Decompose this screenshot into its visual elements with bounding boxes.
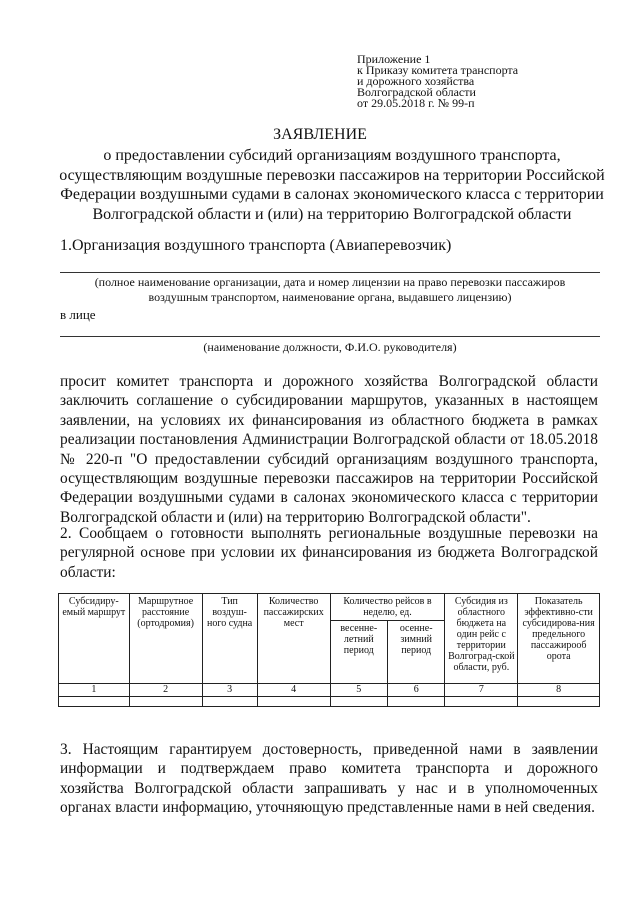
- organization-name-line: [60, 272, 600, 273]
- appendix-line: Приложение 1: [357, 52, 431, 66]
- table-cell: [445, 697, 518, 707]
- paragraph-line: заявлении, на условиях их финансирования из областного бюджета в рамках: [60, 411, 598, 429]
- table-cell: [330, 697, 387, 707]
- document-title: ЗАЯВЛЕНИЕ: [273, 126, 367, 143]
- header-autumn-winter: осенне-зимний период: [387, 621, 444, 684]
- table-cell: [518, 697, 600, 707]
- appendix-line: и дорожного хозяйства: [357, 74, 475, 88]
- section1-heading: 1.Организация воздушного транспорта (Авиаперевозчик): [60, 237, 452, 254]
- column-number: 5: [330, 684, 387, 697]
- header-aircraft-type: Тип воздуш-ного судна: [202, 594, 257, 684]
- column-number: 4: [257, 684, 330, 697]
- document-subtitle: о предоставлении субсидий организациям воздушного транспорта, осуществляющим воздушные перевозки пассажиров на территории Российской Федерации воздушными судами в салонах экономического класса с территории Волгоградской области и (или) на территорию Волгоградской области: [59, 147, 605, 223]
- organization-note-line: (полное наименование организации, дата и номер лицензии на право перевозки пассажиров: [94, 275, 566, 289]
- paragraph-line: № 220-п "О предоставлении субсидий организациям воздушного транспорта,: [60, 450, 598, 468]
- paragraph-line: заключить соглашение о субсидировании маршрутов, указанных в настоящем: [60, 392, 598, 410]
- paragraph-line: 3. Настоящим гарантируем достоверность, приведенной нами в заявлении: [60, 741, 598, 758]
- column-number: 7: [445, 684, 518, 697]
- in-face-label: в лице: [60, 307, 96, 322]
- paragraph-line: 2. Сообщаем о готовности выполнять региональные воздушные перевозки на: [60, 525, 598, 542]
- header-spring-summer: весенне-летний период: [330, 621, 387, 684]
- table-number-row: [59, 684, 600, 697]
- paragraph-line: осуществляющим воздушные перевозки пассажиров на территории Российской: [60, 470, 598, 488]
- paragraph-line: органах власти информацию, уточняющую представленные нами в ней сведения.: [60, 799, 595, 817]
- organization-note-line: воздушным транспортом, наименование органа, выдавшего лицензию): [148, 290, 512, 304]
- table-cell: [387, 697, 444, 707]
- column-number: 8: [518, 684, 600, 697]
- paragraph-line: информации и подтверждаем право комитета транспорта и дорожного: [60, 760, 598, 778]
- paragraph-line: Федерации воздушными судами в салонах экономического класса с территории: [60, 489, 598, 507]
- director-note: (наименование должности, Ф.И.О. руководителя): [203, 340, 457, 354]
- paragraph-line: хозяйства Волгоградской области запрашивать у нас и в уполномоченных: [60, 779, 598, 797]
- header-route: Субсидиру-емый маршрут: [59, 594, 130, 684]
- appendix-block: [357, 54, 518, 109]
- paragraph-line: области:: [60, 563, 116, 581]
- header-efficiency: Показатель эффективно-сти субсидирова-ния предельного пассажирооб орота: [518, 594, 600, 684]
- table-cell: [129, 697, 202, 707]
- paragraph-line: Волгоградской области и (или) на территорию Волгоградской области".: [60, 508, 531, 526]
- header-seats: Количество пассажирских мест: [257, 594, 330, 684]
- table-cell: [202, 697, 257, 707]
- table-cell: [59, 697, 130, 707]
- column-number: 3: [202, 684, 257, 697]
- section3-paragraph: [60, 740, 598, 818]
- column-number: 1: [59, 684, 130, 697]
- table-cell: [257, 697, 330, 707]
- appendix-line: Волгоградской области: [357, 85, 476, 99]
- organization-note: [60, 275, 600, 305]
- table-empty-row: [59, 697, 600, 707]
- section2-paragraph: [60, 524, 598, 582]
- paragraph-line: реализации постановления Администрации Волгоградской области от 18.05.2018: [60, 431, 598, 449]
- paragraph-line: просит комитет транспорта и дорожного хозяйства Волгоградской области: [60, 373, 598, 390]
- request-paragraph: [60, 372, 598, 527]
- header-distance: Маршрутное расстояние (ортодромия): [129, 594, 202, 684]
- paragraph-line: регулярной основе при условии их финансирования из бюджета Волгоградской: [60, 544, 598, 562]
- column-number: 2: [129, 684, 202, 697]
- director-name-line: [60, 336, 600, 337]
- appendix-line: от 29.05.2018 г. № 99-п: [357, 96, 475, 110]
- column-number: 6: [387, 684, 444, 697]
- header-subsidy: Субсидия из областного бюджета на один рейс с территории Волгоград-ской области, руб.: [445, 594, 518, 684]
- table-header-row: [59, 594, 600, 621]
- appendix-line: к Приказу комитета транспорта: [357, 63, 519, 77]
- header-flights-per-week: Количество рейсов в неделю, ед.: [330, 594, 445, 621]
- subsidy-routes-table: [58, 593, 600, 707]
